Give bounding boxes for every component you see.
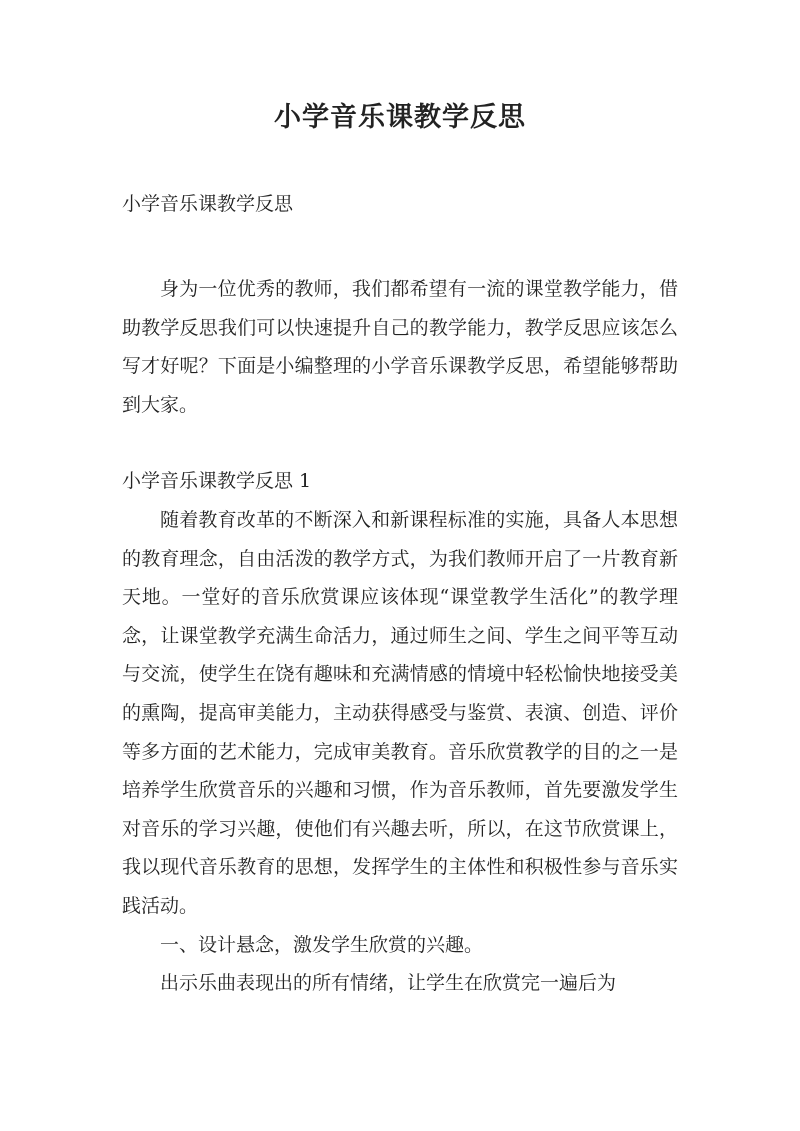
body-paragraph: 出示乐曲表现出的所有情绪，让学生在欣赏完一遍后为 — [160, 972, 617, 995]
document-subtitle: 小学音乐课教学反思 — [122, 193, 294, 215]
intro-paragraph: 身为一位优秀的教师，我们都希望有一流的课堂教学能力，借助教学反思我们可以快速提升自己的教学能力，教学反思应该怎么写才好呢？下面是小编整理的小学音乐课教学反思，希望能够帮助到大家。 — [122, 278, 678, 416]
body-paragraph: 随着教育改革的不断深入和新课程标准的实施，具备人本思想的教育理念，自由活泼的教学方式，为我们教师开启了一片教育新天地。一堂好的音乐欣赏课应该体现“课堂教学生活化”的教学理念，让课堂教学充满生命活力，通过师生之间、学生之间平等互动与交流，使学生在饶有趣味和充满情感的情境中轻松愉快地接受美的熏陶，提高审美能力，主动获得感受与鉴赏、表演、创造、评价等多方面的艺术能力，完成审美教育。音乐欣赏教学的目的之一是培养学生欣赏音乐的兴趣和习惯，作为音乐教师，首先要激发学生对音乐的学习兴趣，使他们有兴趣去听，所以，在这节欣赏课上，我以现代音乐教育的思想，发挥学生的主体性和积极性参与音乐实践活动。 — [122, 508, 678, 917]
subheading-paragraph: 一、设计悬念，激发学生欣赏的兴趣。 — [160, 933, 484, 956]
section-heading: 小学音乐课教学反思 1 — [122, 470, 312, 493]
document-title: 小学音乐课教学反思 — [274, 102, 526, 133]
